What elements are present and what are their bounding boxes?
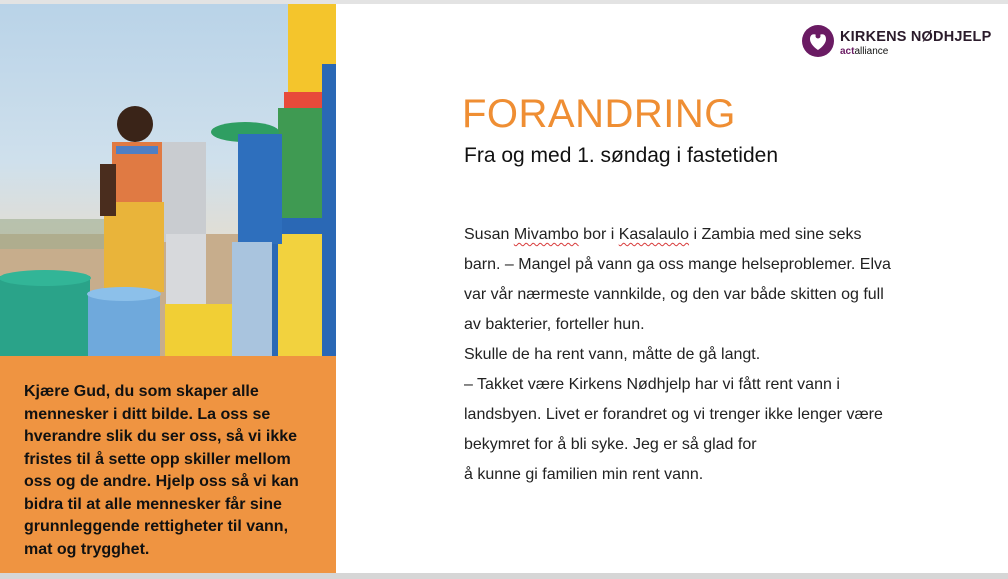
prayer-box [0, 356, 336, 573]
logo-emblem-icon [802, 25, 834, 57]
logo-sub-suffix: alliance [854, 46, 889, 57]
story-line: – Takket være Kirkens Nødhjelp har vi fått rent vann i [464, 376, 840, 393]
prayer-text: Kjære Gud, du som skaper alle mennesker i ditt bilde. La oss se hverandre slik du ser oss, så vi ikke fristes til å sette opp skiller mellom oss og de andre. Hjelp oss så vi kan bidra til at alle mennesker får sine grunnleggende rettigheter til vann, mat og trygghet. [24, 383, 299, 558]
story-text [464, 223, 904, 493]
story-line: Skulle de ha rent vann, måtte de gå langt. [464, 346, 761, 363]
story-line: bekymret for å bli syke. Jeg er så glad for [464, 436, 757, 453]
story-line: landsbyen. Livet er forandret og vi trenger ikke lenger være [464, 406, 883, 423]
story-text-segment: Susan [464, 226, 514, 243]
place-name: Kasalaulo [618, 226, 690, 243]
story-line: av bakterier, forteller hun. [464, 316, 645, 333]
person-name: Mivambo [513, 226, 579, 243]
logo-name: KIRKENS NØDHJELP [840, 29, 992, 45]
slide-bottom-border [0, 573, 1008, 579]
woman-water-pump-photo [0, 4, 336, 356]
story-line: barn. – Mangel på vann ga oss mange helseproblemer. Elva [464, 256, 891, 273]
logo-subtitle [840, 46, 888, 57]
story-line: var vår nærmeste vannkilde, og den var både skitten og full [464, 286, 884, 303]
logo-sub-prefix: act [840, 46, 855, 57]
slide-title: FORANDRING [462, 92, 736, 136]
story-text-segment: bor i [578, 226, 619, 243]
story-text-segment: i Zambia med sine seks [689, 226, 862, 243]
story-line [464, 223, 904, 253]
story-line: å kunne gi familien min rent vann. [464, 466, 704, 483]
kirkens-nodhjelp-logo [802, 25, 997, 59]
slide-subtitle: Fra og med 1. søndag i fastetiden [464, 144, 779, 167]
